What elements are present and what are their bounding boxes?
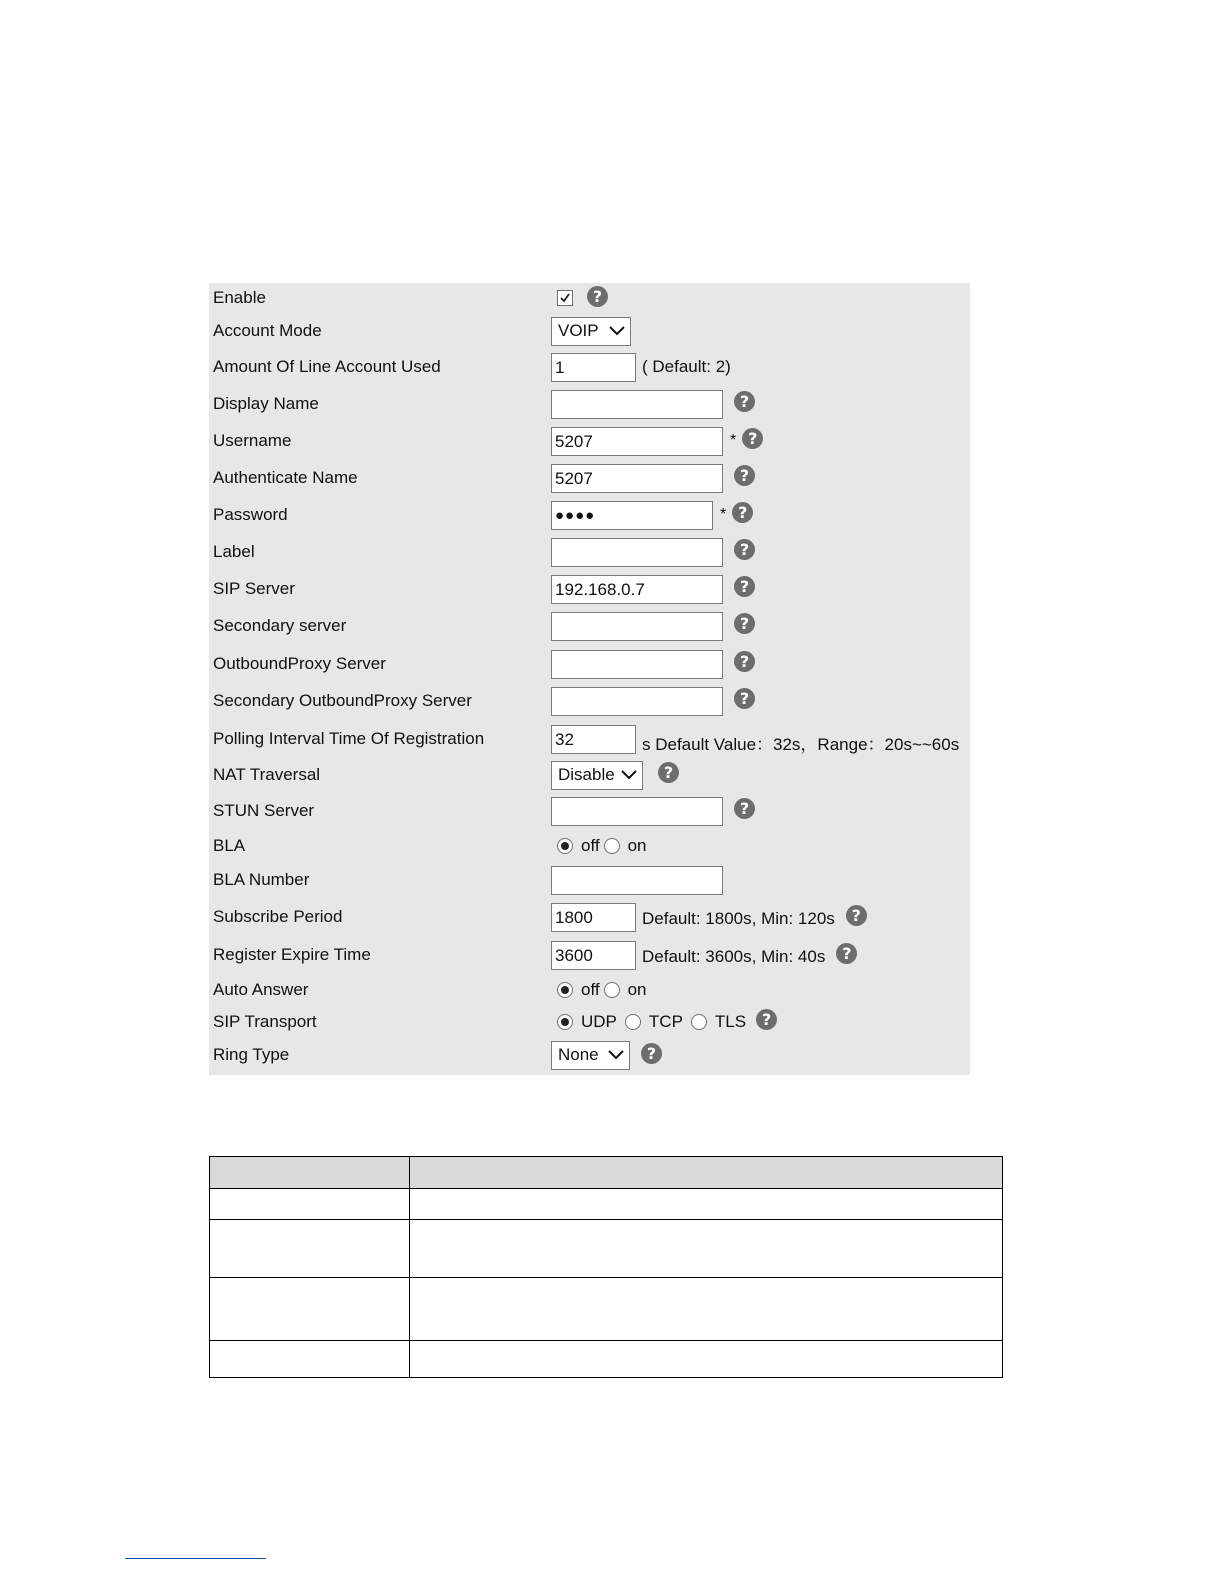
row-username — [209, 426, 970, 456]
register-expire-label: Register Expire Time — [213, 945, 371, 964]
help-question-icon[interactable]: ? — [836, 943, 857, 964]
username-label: Username — [213, 431, 292, 450]
table-cell — [410, 1278, 1003, 1341]
row-display-name — [209, 389, 970, 419]
secondary-outbound-proxy-input[interactable] — [551, 687, 723, 716]
row-nat-traversal — [209, 760, 970, 790]
bla-number-input[interactable] — [551, 866, 723, 895]
row-enable — [209, 283, 970, 313]
auto-answer-off-radio[interactable] — [557, 982, 573, 998]
table-cell — [210, 1189, 410, 1220]
help-question-icon[interactable]: ? — [734, 391, 755, 412]
help-question-icon[interactable]: ? — [734, 465, 755, 486]
outbound-proxy-input[interactable] — [551, 650, 723, 679]
row-secondary-server — [209, 611, 970, 641]
account-mode-value: VOIP — [558, 321, 599, 340]
stun-server-label: STUN Server — [213, 801, 315, 820]
bla-off-label: off — [581, 836, 600, 855]
row-line-amount — [209, 352, 970, 382]
sip-server-label: SIP Server — [213, 579, 295, 598]
transport-tls-radio[interactable] — [691, 1014, 707, 1030]
row-account-mode — [209, 316, 970, 346]
help-question-icon[interactable]: ? — [641, 1043, 662, 1064]
table-cell — [410, 1341, 1003, 1378]
row-sip-server — [209, 574, 970, 604]
row-subscribe-period — [209, 902, 970, 932]
label-field-label: Label — [213, 542, 255, 561]
table-row — [210, 1220, 1003, 1278]
help-question-icon[interactable]: ? — [734, 539, 755, 560]
enable-checkbox[interactable] — [557, 290, 573, 306]
auto-answer-on-radio[interactable] — [604, 982, 620, 998]
bla-number-label: BLA Number — [213, 870, 310, 889]
nat-traversal-select[interactable] — [551, 761, 643, 790]
line-amount-note: ( Default: 2) — [642, 357, 731, 376]
row-auth-name — [209, 463, 970, 493]
transport-udp-radio[interactable] — [557, 1014, 573, 1030]
table-cell — [410, 1220, 1003, 1278]
account-mode-select[interactable] — [551, 317, 631, 346]
footnote-separator — [125, 1558, 266, 1559]
chevron-down-icon — [609, 326, 625, 336]
row-bla-number — [209, 865, 970, 895]
table-cell — [410, 1189, 1003, 1220]
nat-traversal-value: Disable — [558, 765, 615, 784]
required-star: * — [720, 506, 727, 523]
password-label: Password — [213, 505, 288, 524]
transport-tcp-radio[interactable] — [625, 1014, 641, 1030]
bla-on-radio[interactable] — [604, 838, 620, 854]
auto-answer-label: Auto Answer — [213, 980, 309, 999]
outbound-proxy-label: OutboundProxy Server — [213, 654, 386, 673]
auth-name-label: Authenticate Name — [213, 468, 358, 487]
help-question-icon[interactable]: ? — [734, 613, 755, 634]
help-question-icon[interactable]: ? — [756, 1009, 777, 1030]
secondary-server-label: Secondary server — [213, 616, 347, 635]
enable-label: Enable — [213, 288, 266, 307]
chevron-down-icon — [608, 1050, 624, 1060]
table-header-cell — [410, 1157, 1003, 1189]
row-stun-server — [209, 796, 970, 826]
auto-answer-off-label: off — [581, 980, 600, 999]
register-expire-input[interactable]: 3600 — [551, 941, 636, 970]
username-input[interactable]: 5207 — [551, 427, 723, 456]
register-expire-note: Default: 3600s, Min: 40s — [642, 947, 826, 966]
bla-on-label: on — [627, 836, 647, 855]
required-star: * — [730, 432, 737, 449]
transport-tls-label: TLS — [714, 1012, 747, 1031]
nat-traversal-label: NAT Traversal — [213, 765, 321, 784]
transport-udp-label: UDP — [581, 1012, 617, 1031]
row-ring-type — [209, 1040, 970, 1070]
help-question-icon[interactable]: ? — [846, 905, 867, 926]
subscribe-period-label: Subscribe Period — [213, 907, 343, 926]
chevron-down-icon — [621, 770, 637, 780]
display-name-label: Display Name — [213, 394, 319, 413]
table-row — [210, 1341, 1003, 1378]
row-polling-interval — [209, 724, 970, 754]
help-question-icon[interactable]: ? — [734, 576, 755, 597]
line-amount-input[interactable]: 1 — [551, 353, 636, 382]
row-label — [209, 537, 970, 567]
line-amount-label: Amount Of Line Account Used — [213, 357, 441, 376]
table-row — [210, 1189, 1003, 1220]
row-password — [209, 500, 970, 530]
ring-type-label: Ring Type — [213, 1045, 290, 1064]
transport-tcp-label: TCP — [648, 1012, 683, 1031]
table-header-cell — [210, 1157, 410, 1189]
help-question-icon[interactable]: ? — [734, 651, 755, 672]
subscribe-period-input[interactable]: 1800 — [551, 903, 636, 932]
sip-account-form — [209, 283, 970, 1075]
sip-server-input[interactable]: 192.168.0.7 — [551, 575, 723, 604]
bla-off-radio[interactable] — [557, 838, 573, 854]
password-input[interactable]: ●●●● — [551, 501, 713, 530]
bla-label: BLA — [213, 836, 246, 855]
secondary-outbound-proxy-label: Secondary OutboundProxy Server — [213, 691, 472, 710]
help-question-icon[interactable]: ? — [742, 428, 763, 449]
polling-interval-label: Polling Interval Time Of Registration — [213, 729, 485, 748]
help-question-icon[interactable]: ? — [734, 798, 755, 819]
table-cell — [210, 1341, 410, 1378]
ring-type-value: None — [558, 1045, 599, 1064]
label-input[interactable] — [551, 538, 723, 567]
table-header-row — [210, 1157, 1003, 1189]
row-register-expire — [209, 940, 970, 970]
checkmark-icon — [558, 291, 572, 305]
polling-interval-note: s Default Value：32s，Range：20s~~60s — [642, 734, 960, 754]
help-question-icon[interactable]: ? — [734, 688, 755, 709]
subscribe-period-note: Default: 1800s, Min: 120s — [642, 909, 835, 928]
row-bla — [209, 831, 970, 861]
sip-transport-label: SIP Transport — [213, 1012, 317, 1031]
auth-name-input[interactable]: 5207 — [551, 464, 723, 493]
help-question-icon[interactable]: ? — [732, 502, 753, 523]
row-sip-transport — [209, 1007, 970, 1037]
table-cell — [210, 1278, 410, 1341]
table-row — [210, 1278, 1003, 1341]
table-cell — [210, 1220, 410, 1278]
row-secondary-outbound-proxy — [209, 686, 970, 716]
ring-type-select[interactable] — [551, 1041, 630, 1070]
secondary-server-input[interactable] — [551, 612, 723, 641]
parameter-table — [209, 1156, 1003, 1378]
help-question-icon[interactable]: ? — [587, 286, 608, 307]
row-outbound-proxy — [209, 649, 970, 679]
help-question-icon[interactable]: ? — [658, 762, 679, 783]
account-mode-label: Account Mode — [213, 321, 322, 340]
display-name-input[interactable] — [551, 390, 723, 419]
polling-interval-input[interactable]: 32 — [551, 725, 636, 754]
auto-answer-on-label: on — [627, 980, 647, 999]
stun-server-input[interactable] — [551, 797, 723, 826]
row-auto-answer — [209, 975, 970, 1005]
